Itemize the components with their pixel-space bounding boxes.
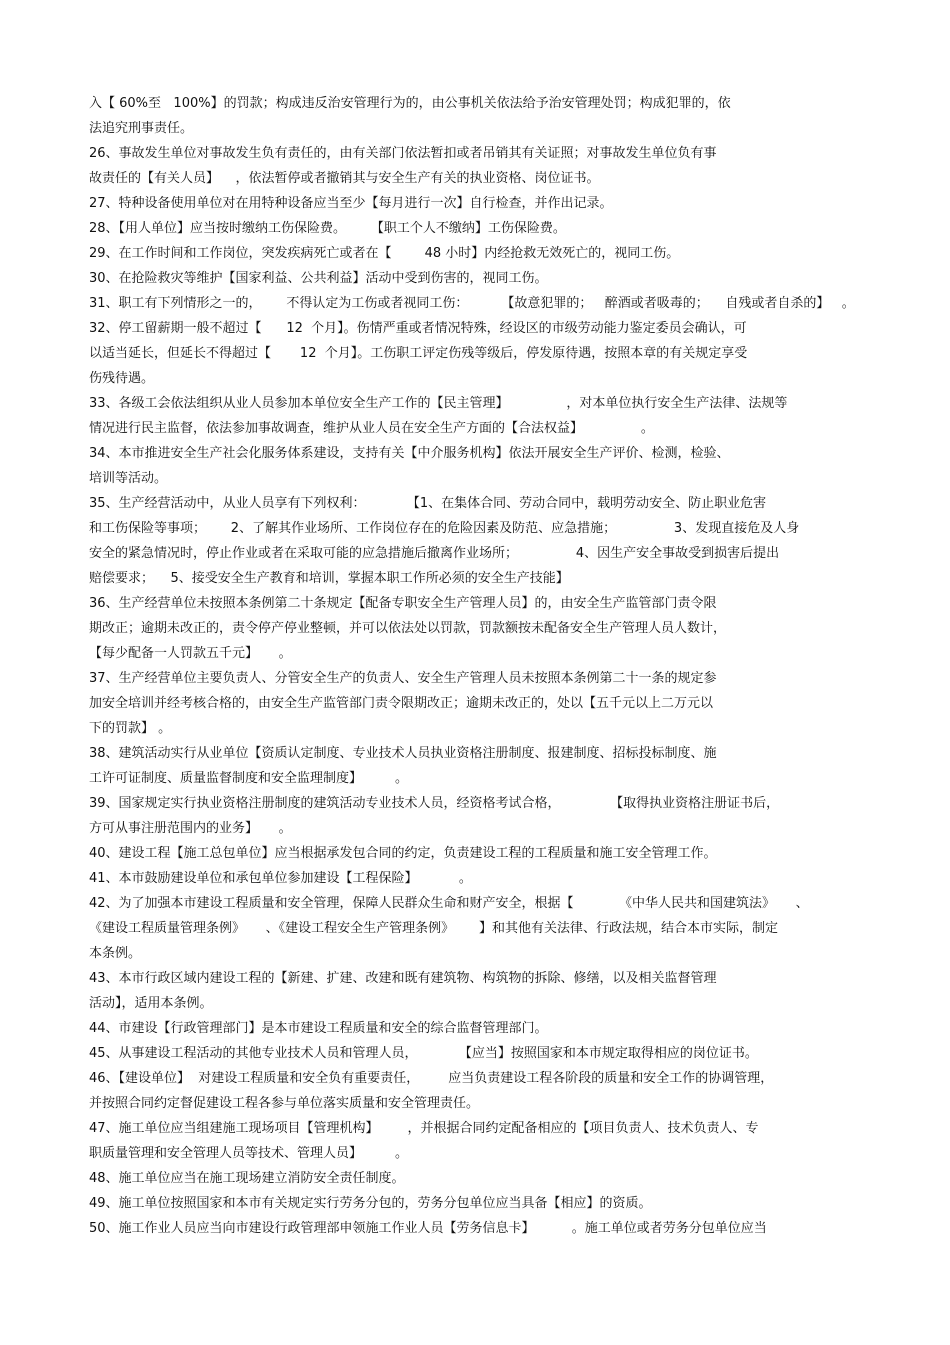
text-line: 26、事故发生单位对事故发生负有责任的，由有关部门依法暂扣或者吊销其有关证照；对事故发生单位负有事 (89, 146, 717, 161)
text-line: 29、在工作时间和工作岗位，突发疾病死亡或者在【 48 小时】内经抢救无效死亡的，视同工伤。 (89, 246, 680, 261)
text-line: 职质量管理和安全管理人员等技术、管理人员】 。 (89, 1146, 409, 1161)
text-line: 33、各级工会依法组织从业人员参加本单位安全生产工作的【民主管理】 ，对本单位执行安全生产法律、法规等 (89, 396, 788, 411)
text-line: 43、本市行政区域内建设工程的【新建、扩建、改建和既有建筑物、构筑物的拆除、修缮，以及相关监督管理 (89, 971, 717, 986)
text-line: 30、在抢险救灾等维护【国家利益、公共利益】活动中受到伤害的，视同工伤。 (89, 271, 548, 286)
text-line: 31、职工有下列情形之一的， 不得认定为工伤或者视同工伤： 【故意犯罪的； 醉酒或者吸毒的； 自残或者自杀的】 。 (89, 296, 855, 311)
text-line: 32、停工留薪期一般不超过【 12 个月】。伤情严重或者情况特殊，经设区的市级劳动能力鉴定委员会确认，可 (89, 321, 747, 336)
text-line: 39、国家规定实行执业资格注册制度的建筑活动专业技术人员，经资格考试合格， 【取得执业资格注册证书后， (89, 796, 780, 811)
text-line: 【每少配备一人罚款五千元】 。 (89, 646, 292, 661)
text-line: 36、生产经营单位未按照本条例第二十条规定【配备专职安全生产管理人员】的，由安全生产监管部门责令限 (89, 596, 717, 611)
text-line: 伤残待遇。 (89, 371, 155, 386)
text-line: 培训等活动。 (89, 471, 168, 486)
text-line: 并按照合同约定督促建设工程各参与单位落实质量和安全管理责任。 (89, 1096, 480, 1111)
text-line: 法追究刑事责任。 (89, 121, 194, 136)
text-line: 《建设工程质量管理条例》 、《建设工程安全生产管理条例》 】和其他有关法律、行政法规，结合本市实际，制定 (89, 921, 778, 936)
text-line: 期改正；逾期未改正的，责令停产停业整顿，并可以依法处以罚款，罚款额按未配备安全生产管理人员人数计， (89, 621, 727, 636)
text-line: 本条例。 (89, 946, 142, 961)
text-line: 38、建筑活动实行从业单位【资质认定制度、专业技术人员执业资格注册制度、报建制度、招标投标制度、施 (89, 746, 717, 761)
text-line: 28、【用人单位】应当按时缴纳工伤保险费。 【职工个人不缴纳】工伤保险费。 (89, 221, 566, 236)
text-line: 45、从事建设工程活动的其他专业技术人员和管理人员， 【应当】按照国家和本市规定取得相应的岗位证书。 (89, 1046, 758, 1061)
text-line: 50、施工作业人员应当向市建设行政管理部申领施工作业人员【劳务信息卡】 。施工单位或者劳务分包单位应当 (89, 1221, 767, 1236)
text-line: 和工伤保险等事项； 2、了解其作业场所、工作岗位存在的危险因素及防范、应急措施； 3、发现直接危及人身 (89, 521, 800, 536)
text-line: 44、市建设【行政管理部门】是本市建设工程质量和安全的综合监督管理部门。 (89, 1021, 548, 1036)
text-line: 活动】，适用本条例。 (89, 996, 213, 1011)
text-line: 34、本市推进安全生产社会化服务体系建设，支持有关【中介服务机构】依法开展安全生产评价、检测，检验、 (89, 446, 730, 461)
text-line: 41、本市鼓励建设单位和承包单位参加建设【工程保险】 。 (89, 871, 472, 886)
text-line: 入【 60%至 100%】的罚款；构成违反治安管理行为的，由公事机关依法给予治安管理处罚；构成犯罪的，依 (89, 96, 731, 111)
text-line: 49、施工单位按照国家和本市有关规定实行劳务分包的，劳务分包单位应当具备【相应】的资质。 (89, 1196, 652, 1211)
text-line: 46、【建设单位】 对建设工程质量和安全负有重要责任， 应当负责建设工程各阶段的质量和安全工作的协调管理， (89, 1071, 774, 1086)
text-line: 加安全培训并经考核合格的，由安全生产监管部门责令限期改正；逾期未改正的，处以【五千元以上二万元以 (89, 696, 714, 711)
text-line: 35、生产经营活动中，从业人员享有下列权利： 【1、在集体合同、劳动合同中，载明劳动安全、防止职业危害 (89, 496, 767, 511)
text-line: 47、施工单位应当组建施工现场项目【管理机构】 ，并根据合同约定配备相应的【项目负责人、技术负责人、专 (89, 1121, 759, 1136)
text-line: 赔偿要求； 5、接受安全生产教育和培训，掌握本职工作所必须的安全生产技能】 (89, 571, 569, 586)
text-line: 情况进行民主监督，依法参加事故调查，维护从业人员在安全生产方面的【合法权益】 。 (89, 421, 654, 436)
text-line: 安全的紧急情况时，停止作业或者在采取可能的应急措施后撤离作业场所； 4、因生产安全事故受到损害后提出 (89, 546, 780, 561)
text-line: 方可从事注册范围内的业务】 。 (89, 821, 292, 836)
text-line: 故责任的【有关人员】 ，依法暂停或者撤销其与安全生产有关的执业资格、岗位证书。 (89, 171, 600, 186)
text-line: 40、建设工程【施工总包单位】应当根据承发包合同的约定，负责建设工程的工程质量和施工安全管理工作。 (89, 846, 717, 861)
text-line: 以适当延长，但延长不得超过【 12 个月】。工伤职工评定伤残等级后，停发原待遇，按照本章的有关规定享受 (89, 346, 748, 361)
text-line: 下的罚款】 。 (89, 721, 172, 736)
text-line: 42、为了加强本市建设工程质量和安全管理，保障人民群众生命和财产安全，根据【 《中华人民共和国建筑法》 、 (89, 896, 809, 911)
text-line: 37、生产经营单位主要负责人、分管安全生产的负责人、安全生产管理人员未按照本条例第二十一条的规定参 (89, 671, 717, 686)
text-line: 27、特种设备使用单位对在用特种设备应当至少【每月进行一次】自行检查，并作出记录。 (89, 196, 613, 211)
text-line: 48、施工单位应当在施工现场建立消防安全责任制度。 (89, 1171, 405, 1186)
text-line: 工许可证制度、质量监督制度和安全监理制度】 。 (89, 771, 409, 786)
